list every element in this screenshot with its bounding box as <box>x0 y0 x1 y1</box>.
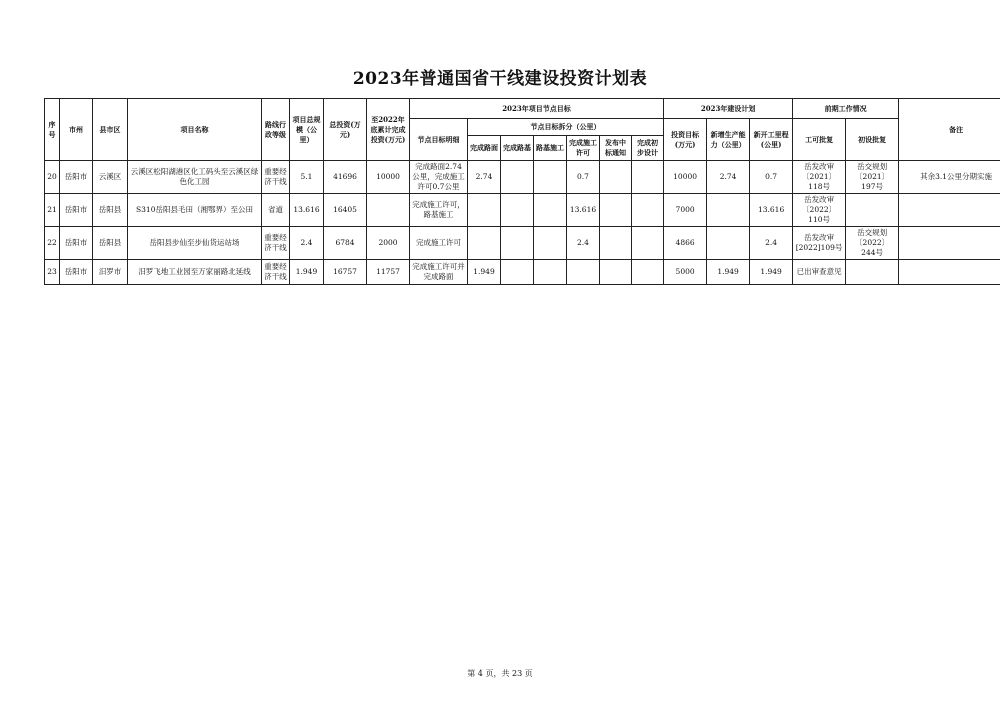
cell-road-surface: 2.74 <box>468 161 501 194</box>
cell-bid-notice <box>600 227 632 260</box>
investment-plan-table <box>44 98 1000 285</box>
header-new-capacity: 新增生产能力（公里） <box>707 119 750 161</box>
page-footer: 第 4 页，共 23 页 <box>467 669 533 678</box>
header-split-road-surface: 完成路面 <box>468 136 501 161</box>
cell-roadbed-work <box>534 161 567 194</box>
document-title: 2023年普通国省干线建设投资计划表 <box>352 69 648 89</box>
cell-project-name: S310岳阳县毛田（湘鄂界）至公田 <box>128 194 262 227</box>
cell-feasibility: 岳发改审〔2021〕118号 <box>793 161 846 194</box>
cell-new-mileage: 13.616 <box>750 194 793 227</box>
cell-road-surface <box>468 194 501 227</box>
cell-invest-2022 <box>367 194 410 227</box>
cell-seq: 20 <box>45 161 60 194</box>
cell-remarks <box>899 227 1000 260</box>
cell-new-capacity: 1.949 <box>707 260 750 285</box>
cell-node-detail: 完成路面2.74公里，完成施工许可0.7公里 <box>410 161 468 194</box>
header-remarks: 备注 <box>899 99 1000 161</box>
header-road-class: 路线行政等级 <box>262 99 290 161</box>
cell-project-name: 云溪区松阳湖港区化工码头至云溪区绿色化工园 <box>128 161 262 194</box>
header-split-roadbed: 完成路基 <box>501 136 534 161</box>
table-row <box>45 260 1000 285</box>
header-group-2023-target: 2023年项目节点目标 <box>410 99 664 119</box>
cell-scale: 2.4 <box>290 227 324 260</box>
cell-invest-target: 4866 <box>664 227 707 260</box>
header-split-bid-notice: 发布中标通知 <box>600 136 632 161</box>
cell-city: 岳阳市 <box>60 260 93 285</box>
cell-prelim-design <box>632 161 664 194</box>
cell-road-surface: 1.949 <box>468 260 501 285</box>
header-initial-design: 初设批复 <box>846 119 899 161</box>
table-row <box>45 227 1000 260</box>
cell-node-detail: 完成施工许可 <box>410 227 468 260</box>
cell-invest-target: 10000 <box>664 161 707 194</box>
cell-initial-design <box>846 260 899 285</box>
cell-invest-target: 7000 <box>664 194 707 227</box>
cell-invest-2022: 10000 <box>367 161 410 194</box>
cell-new-capacity <box>707 194 750 227</box>
cell-county: 汨罗市 <box>93 260 128 285</box>
cell-city: 岳阳市 <box>60 227 93 260</box>
table-row <box>45 194 1000 227</box>
cell-bid-notice <box>600 161 632 194</box>
cell-prelim-design <box>632 260 664 285</box>
cell-county: 岳阳县 <box>93 194 128 227</box>
cell-seq: 22 <box>45 227 60 260</box>
cell-initial-design <box>846 194 899 227</box>
cell-roadbed <box>501 161 534 194</box>
cell-roadbed <box>501 260 534 285</box>
cell-feasibility: 已出审查意见 <box>793 260 846 285</box>
cell-roadbed <box>501 194 534 227</box>
cell-prelim-design <box>632 227 664 260</box>
header-split-permit: 完成施工许可 <box>567 136 600 161</box>
cell-scale: 5.1 <box>290 161 324 194</box>
header-invest-2022: 至2022年底累计完成投资(万元) <box>367 99 410 161</box>
header-group-preliminary: 前期工作情况 <box>793 99 899 119</box>
cell-scale: 1.949 <box>290 260 324 285</box>
header-split-prelim-design: 完成初步设计 <box>632 136 664 161</box>
header-new-mileage: 新开工里程(公里) <box>750 119 793 161</box>
cell-road-class: 重要经济干线 <box>262 260 290 285</box>
cell-new-mileage: 1.949 <box>750 260 793 285</box>
cell-road-class: 省道 <box>262 194 290 227</box>
cell-road-class: 重要经济干线 <box>262 227 290 260</box>
header-split-roadbed-work: 路基施工 <box>534 136 567 161</box>
cell-seq: 21 <box>45 194 60 227</box>
cell-total-invest: 16405 <box>324 194 367 227</box>
header-total-invest: 总投资(万元) <box>324 99 367 161</box>
cell-city: 岳阳市 <box>60 194 93 227</box>
cell-permit: 0.7 <box>567 161 600 194</box>
cell-project-name: 岳阳县步仙至步仙货运站场 <box>128 227 262 260</box>
cell-bid-notice <box>600 260 632 285</box>
cell-road-surface <box>468 227 501 260</box>
cell-seq: 23 <box>45 260 60 285</box>
cell-roadbed-work <box>534 260 567 285</box>
cell-new-capacity <box>707 227 750 260</box>
cell-county: 岳阳县 <box>93 227 128 260</box>
cell-invest-target: 5000 <box>664 260 707 285</box>
header-county: 县市区 <box>93 99 128 161</box>
header-project-name: 项目名称 <box>128 99 262 161</box>
cell-total-invest: 41696 <box>324 161 367 194</box>
cell-permit <box>567 260 600 285</box>
cell-remarks <box>899 260 1000 285</box>
table-row <box>45 161 1000 194</box>
cell-roadbed-work <box>534 227 567 260</box>
header-group-2023-plan: 2023年建设计划 <box>664 99 793 119</box>
header-group-node-split: 节点目标拆分（公里） <box>468 119 664 136</box>
cell-permit: 2.4 <box>567 227 600 260</box>
header-city: 市州 <box>60 99 93 161</box>
cell-initial-design: 岳交规划〔2022〕244号 <box>846 227 899 260</box>
cell-total-invest: 16757 <box>324 260 367 285</box>
cell-invest-2022: 11757 <box>367 260 410 285</box>
cell-roadbed-work <box>534 194 567 227</box>
cell-new-capacity: 2.74 <box>707 161 750 194</box>
cell-remarks <box>899 194 1000 227</box>
header-row-1 <box>45 99 1000 119</box>
cell-city: 岳阳市 <box>60 161 93 194</box>
cell-prelim-design <box>632 194 664 227</box>
header-scale: 项目总规模（公里） <box>290 99 324 161</box>
cell-roadbed <box>501 227 534 260</box>
header-node-detail: 节点目标明细 <box>410 119 468 161</box>
cell-permit: 13.616 <box>567 194 600 227</box>
cell-county: 云溪区 <box>93 161 128 194</box>
header-seq: 序号 <box>45 99 60 161</box>
header-invest-target: 投资目标(万元) <box>664 119 707 161</box>
cell-feasibility: 岳发改审〔2022〕110号 <box>793 194 846 227</box>
cell-invest-2022: 2000 <box>367 227 410 260</box>
cell-road-class: 重要经济干线 <box>262 161 290 194</box>
header-feasibility: 工可批复 <box>793 119 846 161</box>
cell-new-mileage: 0.7 <box>750 161 793 194</box>
cell-new-mileage: 2.4 <box>750 227 793 260</box>
cell-remarks: 其余3.1公里分期实施 <box>899 161 1000 194</box>
cell-node-detail: 完成施工许可，路基施工 <box>410 194 468 227</box>
cell-bid-notice <box>600 194 632 227</box>
cell-total-invest: 6784 <box>324 227 367 260</box>
cell-project-name: 汨罗飞地工业园至万家丽路北延线 <box>128 260 262 285</box>
cell-initial-design: 岳交规划〔2021〕197号 <box>846 161 899 194</box>
cell-node-detail: 完成施工许可并完成路面 <box>410 260 468 285</box>
cell-feasibility: 岳发改审[2022]109号 <box>793 227 846 260</box>
cell-scale: 13.616 <box>290 194 324 227</box>
